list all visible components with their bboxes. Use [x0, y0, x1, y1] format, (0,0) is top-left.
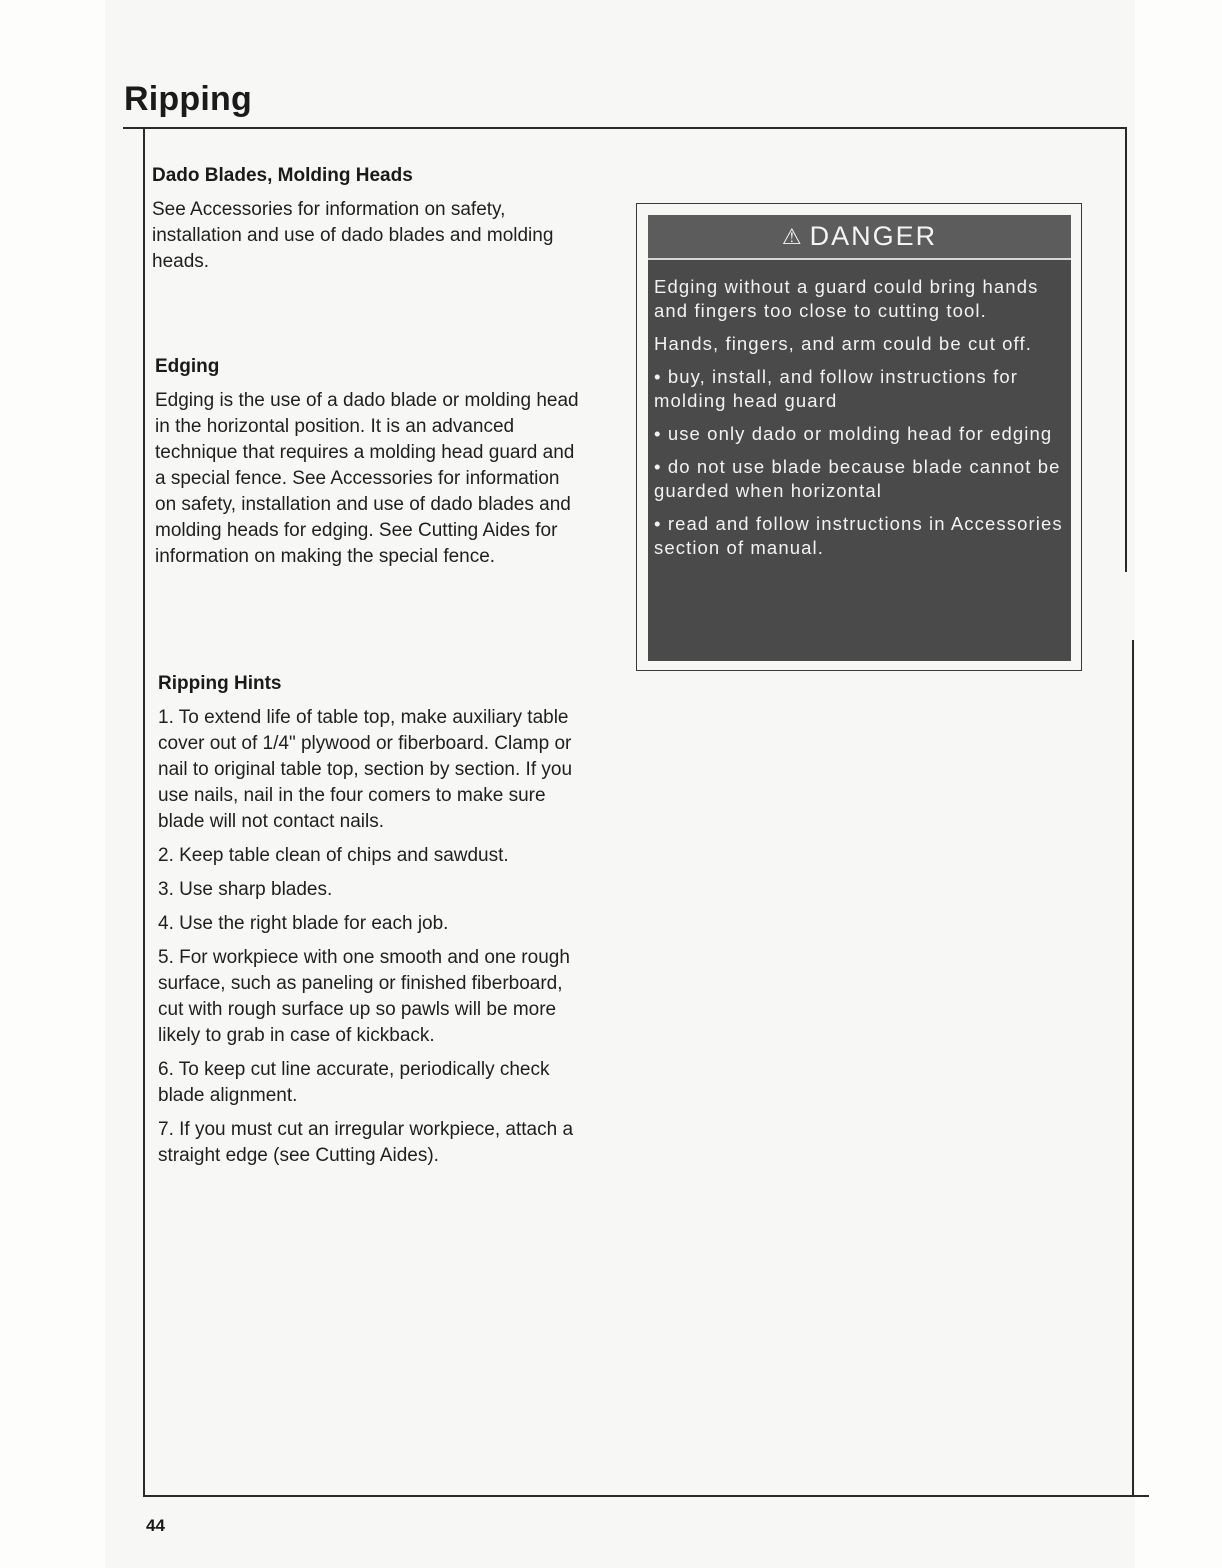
page-number: 44: [146, 1516, 165, 1535]
danger-header-text: DANGER: [809, 221, 938, 251]
section-dado-blades: [152, 165, 582, 283]
danger-line: • buy, install, and follow instructions for molding head guard: [654, 366, 1018, 411]
danger-line: • use only dado or molding head for edging: [654, 423, 1053, 444]
hint-item: 1. To extend life of table top, make auxiliary table cover out of 1/4" plywood or fiberboard. Clamp or nail to original table top, section by section. If you use nails, nail in the four comers to make sure blade will not contact nails.: [158, 707, 573, 832]
warning-triangle-icon: ⚠: [781, 223, 804, 249]
frame-right-rule-lower: [1132, 640, 1134, 1496]
frame-top-rule: [123, 127, 1127, 129]
hint-item: 2. Keep table clean of chips and sawdust.: [158, 845, 509, 866]
page-title: Ripping: [124, 80, 252, 118]
section-edging: [155, 356, 585, 578]
danger-line: • do not use blade because blade cannot be guarded when horizontal: [654, 456, 1061, 501]
danger-line: Edging without a guard could bring hands and fingers too close to cutting tool.: [654, 276, 1039, 321]
hint-item: 3. Use sharp blades.: [158, 879, 333, 900]
hint-item: 4. Use the right blade for each job.: [158, 913, 449, 934]
danger-line: Hands, fingers, and arm could be cut off.: [654, 333, 1032, 354]
danger-line: • read and follow instructions in Accessories section of manual.: [654, 513, 1063, 558]
frame-bottom-rule: [143, 1495, 1149, 1497]
danger-header: [648, 215, 1071, 260]
section-body: Edging is the use of a dado blade or molding head in the horizontal position. It is an advanced technique that requires a molding head guard and a special fence. See Accessories for information on safety, installation and use of dado blades and molding heads for edging. See Cutting Aides for information on making the special fence.: [155, 390, 579, 567]
section-heading: Dado Blades, Molding Heads: [152, 165, 413, 186]
hint-item: 7. If you must cut an irregular workpiece, attach a straight edge (see Cutting Aides).: [158, 1119, 574, 1166]
danger-body: [654, 275, 1066, 569]
hint-item: 6. To keep cut line accurate, periodically check blade alignment.: [158, 1059, 550, 1106]
frame-left-rule: [143, 127, 145, 1497]
section-heading: Edging: [155, 356, 220, 377]
section-body: See Accessories for information on safety, installation and use of dado blades and molding heads.: [152, 199, 554, 272]
danger-label: [648, 215, 1071, 661]
section-ripping-hints: [158, 673, 588, 1177]
frame-right-rule: [1125, 127, 1127, 572]
section-heading: Ripping Hints: [158, 673, 282, 694]
hint-item: 5. For workpiece with one smooth and one rough surface, such as paneling or finished fiberboard, cut with rough surface up so pawls will be more likely to grab in case of kickback.: [158, 947, 570, 1046]
